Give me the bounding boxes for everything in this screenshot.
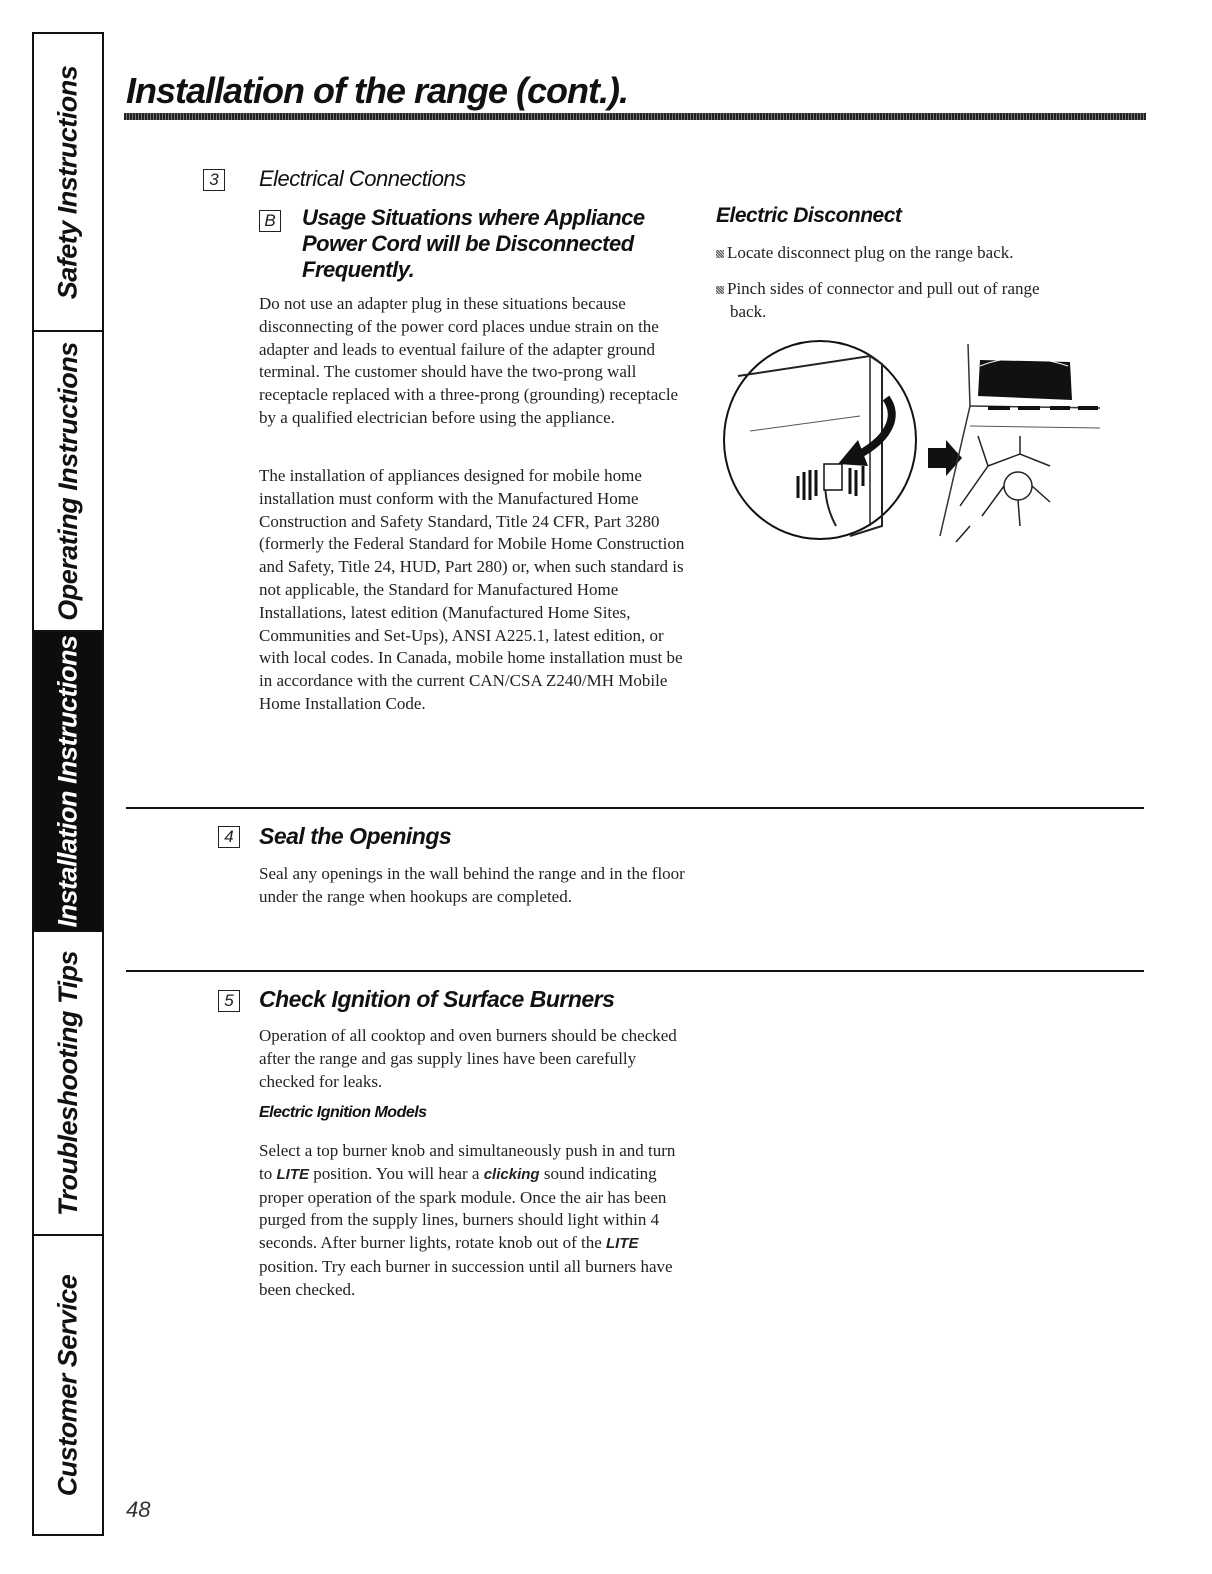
section-heading-check-ignition: Check Ignition of Surface Burners: [259, 986, 615, 1012]
tab-operating-instructions[interactable]: [34, 332, 102, 632]
disconnect-plug-illustration: [720, 336, 1120, 546]
text-run: Select a top burner knob and simultaneously push in and turn to: [259, 1141, 676, 1183]
ignition-paragraph-2: [259, 1140, 691, 1302]
usage-paragraph-1: Do not use an adapter plug in these situations because disconnecting of the power cord places undue strain on the adapter and leads to eventual failure of the adapter ground terminal. The customer should have the two-prong wall receptacle replaced with a three-prong (grounding) receptacle by a qualified electrician before using the appliance.: [259, 294, 679, 427]
clicking-keyword: clicking: [483, 1165, 540, 1183]
step-number-5: 5: [218, 990, 240, 1012]
tab-installation-instructions[interactable]: [34, 632, 102, 932]
step-number-4: 4: [218, 826, 240, 848]
zoom-circle: [724, 341, 916, 539]
step-number-3: 3: [203, 169, 225, 191]
tab-label: Operating Instructions: [52, 341, 83, 621]
text-run: sound indicating proper operation of the spark module. Once the air has been purged from the supply lines, burners should light within 4 seconds. After burner lights, rotate knob out of the: [259, 1163, 667, 1253]
bullet-text-continued: back.: [730, 301, 767, 321]
tab-customer-service[interactable]: [34, 1236, 102, 1534]
subheading-usage-situations: [302, 205, 645, 283]
tab-troubleshooting-tips[interactable]: [34, 932, 102, 1236]
text-run: position. You will hear a: [308, 1163, 484, 1183]
section-divider: [126, 807, 1144, 809]
usage-paragraph-2: The installation of appliances designed for mobile home installation must conform with the Manufactured Home Construction and Safety Standard, Title 24 CFR, Part 3280 (formerly the Federal Standard for Mobile Home Construction and Safety, Title 24, HUD, Part 280) or, when such standard is not applicable, the Standard for Manufactured Home Installations, latest edition (Manufactured Home Sites, Communities and Set-Ups), ANSI A225.1, latest edition, or with local codes. In Canada, mobile home installation must be in accordance with the current CAN/CSA Z240/MH Mobile Home Installation Code.: [259, 466, 685, 713]
subheading-line: Power Cord will be Disconnected: [302, 231, 634, 256]
lite-keyword: LITE: [606, 1235, 639, 1253]
pointer-arrow-icon: [928, 440, 962, 476]
tab-safety-instructions[interactable]: [34, 34, 102, 332]
step-letter-b: B: [259, 210, 281, 232]
section-heading-seal: Seal the Openings: [259, 823, 452, 849]
subheading-electric-ignition: Electric Ignition Models: [259, 1104, 427, 1121]
title-rule: [124, 113, 1146, 120]
tab-label: Safety Instructions: [52, 65, 83, 299]
bullet-icon: [716, 250, 724, 258]
bullet-locate-plug: [716, 242, 1014, 265]
tab-label: Installation Instructions: [52, 634, 83, 928]
lite-keyword: LITE: [276, 1165, 309, 1183]
bullet-text: Locate disconnect plug on the range back.: [727, 243, 1014, 262]
section-heading-electrical: Electrical Connections: [259, 166, 466, 191]
bullet-text: Pinch sides of connector and pull out of range: [727, 279, 1040, 298]
seal-paragraph: Seal any openings in the wall behind the range and in the floor under the range when hookups are completed.: [259, 864, 685, 906]
text-run: position. Try each burner in succession until all burners have been checked.: [259, 1256, 673, 1299]
ignition-paragraph-1: Operation of all cooktop and oven burners should be checked after the range and gas supply lines have been carefully checked for leaks.: [259, 1026, 677, 1091]
subheading-line: Usage Situations where Appliance: [302, 205, 645, 230]
page-title: Installation of the range (cont.).: [126, 70, 629, 111]
heading-electric-disconnect: Electric Disconnect: [716, 204, 902, 227]
tab-label: Customer Service: [52, 1274, 83, 1496]
sidebar-tabs: [32, 32, 104, 1536]
page-number: 48: [126, 1497, 151, 1522]
section-divider: [126, 970, 1144, 972]
bullet-pinch-connector: [716, 278, 1126, 324]
bullet-icon: [716, 286, 724, 294]
tab-label: Troubleshooting Tips: [52, 950, 83, 1216]
subheading-line: Frequently.: [302, 257, 415, 282]
